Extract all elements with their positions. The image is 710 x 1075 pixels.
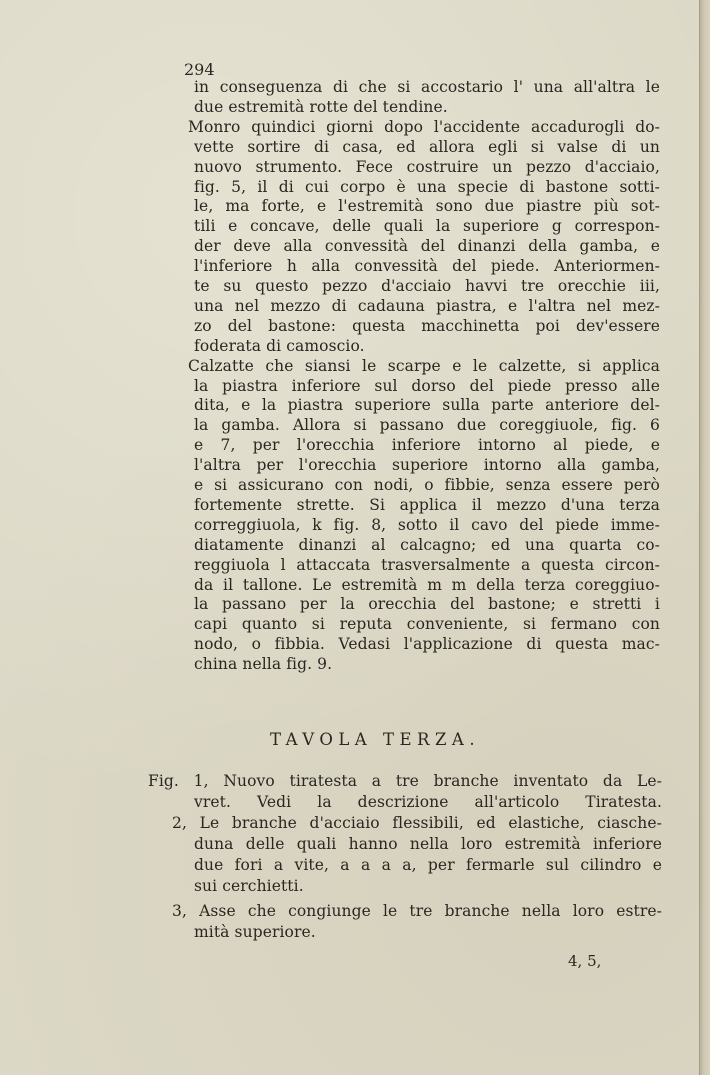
body-line: fortemente strette. Si applica il mezzo d'una terza	[194, 495, 660, 514]
body-line: da il tallone. Le estremità m m della terza coreggiuo-	[194, 575, 660, 594]
body-line: china nella fig. 9.	[194, 655, 333, 674]
body-line: foderata di camoscio.	[194, 336, 365, 355]
page-number: 294	[184, 60, 215, 79]
section-heading: TAVOLA TERZA.	[270, 730, 481, 749]
body-line: la passano per la orecchia del bastone; e stretti i	[194, 595, 660, 614]
body-line: dita, e la piastra superiore sulla parte anteriore del-	[194, 396, 660, 415]
body-line: le, ma forte, e l'estremità sono due piastre più sot-	[194, 197, 660, 216]
body-line: e si assicurano con nodi, o fibbie, senza essere però	[194, 476, 660, 494]
catchword: 4, 5,	[568, 952, 602, 970]
plate-line: duna delle quali hanno nella loro estremità inferiore	[194, 835, 662, 853]
body-line: l'altra per l'orecchia superiore intorno alla gamba,	[194, 456, 660, 475]
plate-line: vret. Vedi la descrizione all'articolo Tiratesta.	[194, 793, 662, 811]
body-line: reggiuola l attaccata trasversalmente a questa circon-	[194, 555, 660, 574]
plate-line: mità superiore.	[194, 923, 316, 941]
body-line: due estremità rotte del tendine.	[194, 97, 448, 116]
body-line: l'inferiore h alla convessità del piede. Anteriormen-	[194, 257, 660, 276]
body-line: una nel mezzo di cadauna piastra, e l'altra nel mez-	[194, 296, 660, 315]
plate-line: sui cerchietti.	[194, 877, 304, 895]
body-line: Monro quindici giorni dopo l'accidente accadurogli do-	[188, 117, 660, 136]
body-line: fig. 5, il di cui corpo è una specie di bastone sotti-	[194, 177, 660, 196]
body-line: e 7, per l'orecchia inferiore intorno al piede, e	[194, 436, 660, 455]
body-line: nuovo strumento. Fece costruire un pezzo d'acciaio,	[194, 157, 660, 176]
body-line: la piastra inferiore sul dorso del piede presso alle	[194, 376, 660, 395]
body-line: capi quanto si reputa conveniente, si fermano con	[194, 615, 660, 634]
body-line: nodo, o fibbia. Vedasi l'applicazione di questa mac-	[194, 635, 660, 654]
plate-line: Fig. 1, Nuovo tiratesta a tre branche inventato da Le-	[148, 772, 662, 790]
body-line: te su questo pezzo d'acciaio havvi tre orecchie iii,	[194, 277, 660, 295]
plate-line: due fori a vite, a a a a, per fermarle sul cilindro e	[194, 856, 662, 874]
body-line: correggiuola, k fig. 8, sotto il cavo del piede imme-	[194, 515, 660, 534]
body-line: der deve alla convessità del dinanzi della gamba, e	[194, 237, 660, 256]
body-line: la gamba. Allora si passano due coreggiuole, fig. 6	[194, 416, 660, 435]
body-line: Calzatte che siansi le scarpe e le calzette, si applica	[188, 356, 660, 375]
body-line: tili e concave, delle quali la superiore g correspon-	[194, 217, 660, 236]
plate-line: 2, Le branche d'acciaio flessibili, ed elastiche, ciasche-	[172, 814, 662, 832]
body-line: zo del bastone: questa macchinetta poi dev'essere	[194, 316, 660, 335]
body-line: in conseguenza di che si accostario l' una all'altra le	[194, 78, 660, 96]
body-line: vette sortire di casa, ed allora egli si valse di un	[194, 137, 660, 156]
body-line: diatamente dinanzi al calcagno; ed una quarta co-	[194, 535, 660, 554]
plate-line: 3, Asse che congiunge le tre branche nella loro estre-	[172, 902, 662, 920]
